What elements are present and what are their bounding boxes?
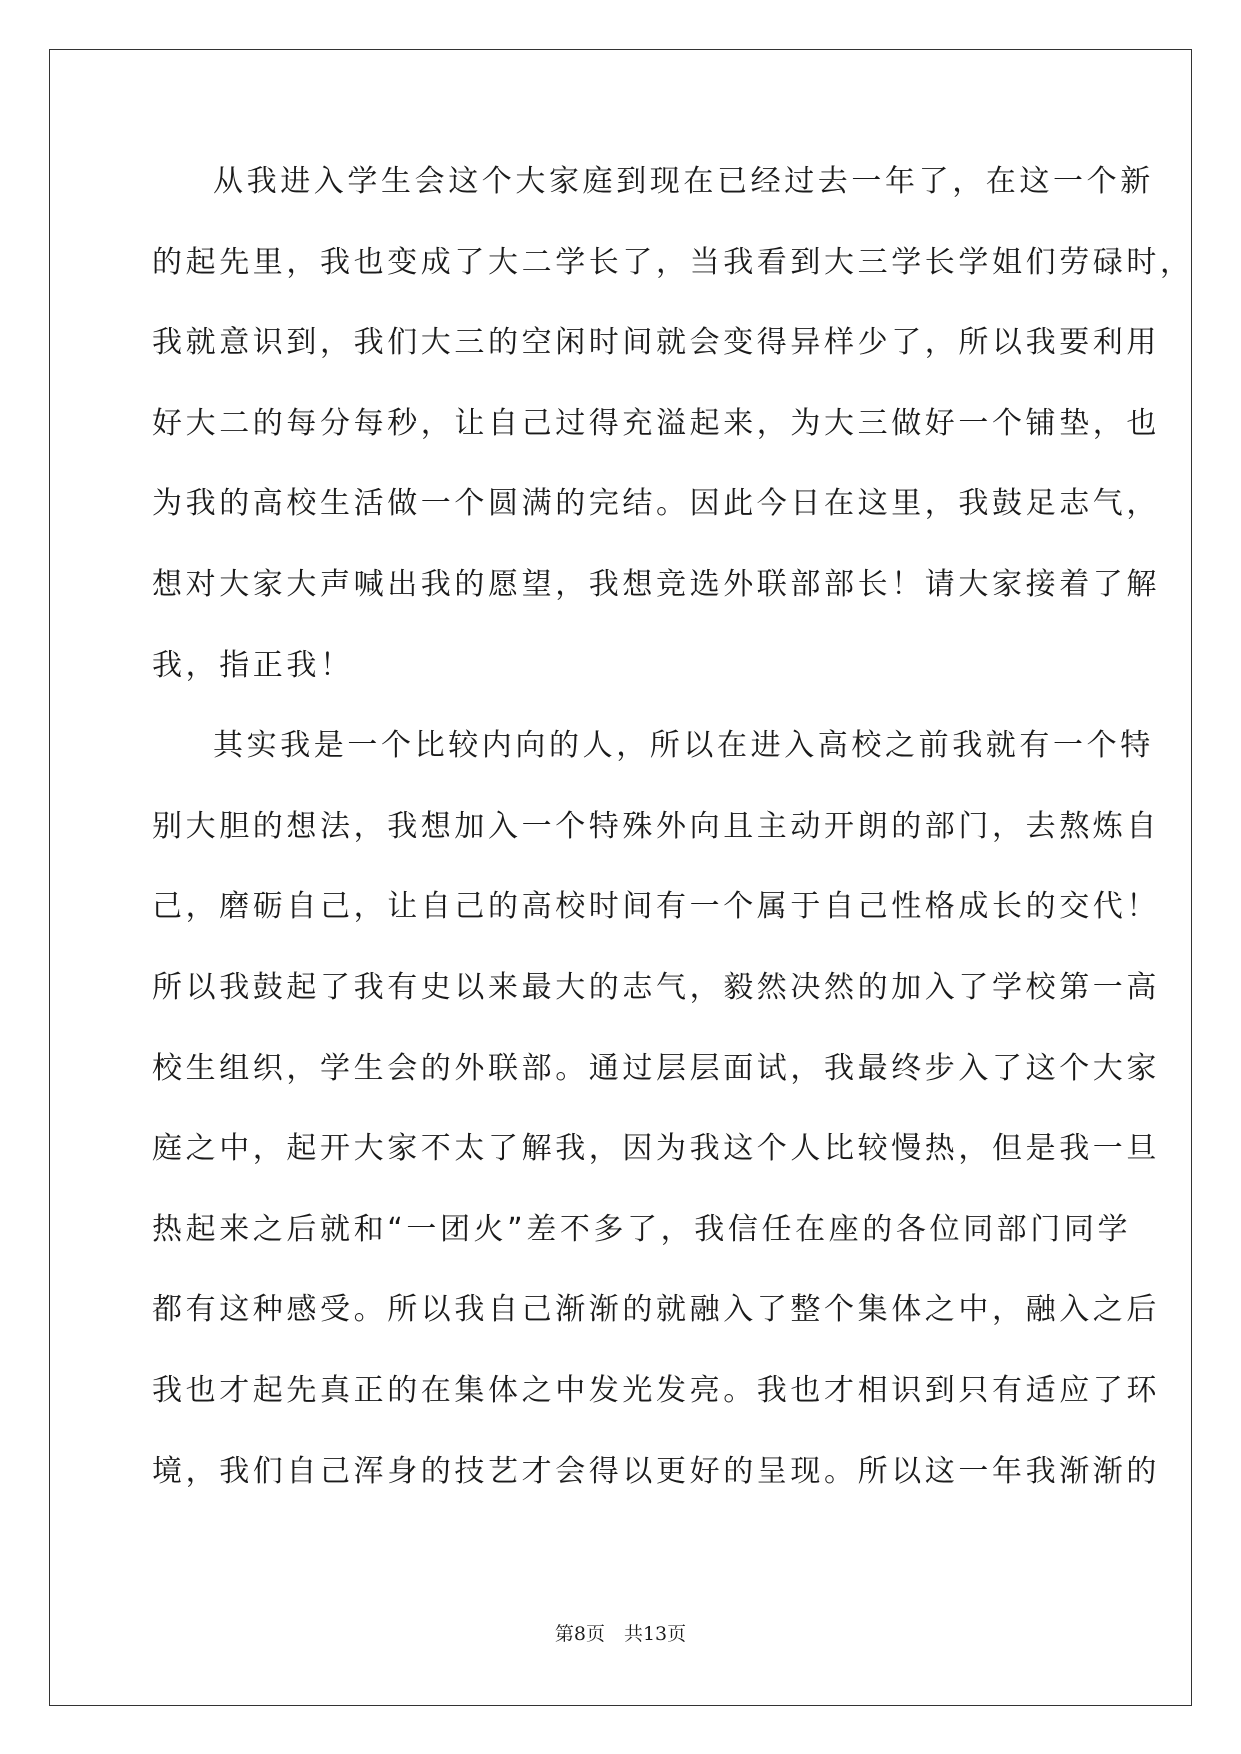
text-line: 想对大家大声喊出我的愿望，我想竞选外联部部长！请大家接着了解 [152,566,1160,602]
text-line: 所以我鼓起了我有史以来最大的志气，毅然决然的加入了学校第一高 [152,969,1160,1005]
text-line: 为我的高校生活做一个圆满的完结。因此今日在这里，我鼓足志气， [152,486,1160,522]
text-line: 境，我们自己浑身的技艺才会得以更好的呈现。所以这一年我渐渐的 [152,1453,1160,1489]
text-line: 我就意识到，我们大三的空闲时间就会变得异样少了，所以我要利用 [152,325,1160,361]
text-line: 别大胆的想法，我想加入一个特殊外向且主动开朗的部门，去熬炼自 [152,808,1160,844]
text-line: 好大二的每分每秒，让自己过得充溢起来，为大三做好一个铺垫，也 [152,405,1160,441]
text-line: 校生组织，学生会的外联部。通过层层面试，我最终步入了这个大家 [152,1050,1160,1086]
text-line: 热起来之后就和“一团火”差不多了，我信任在座的各位同部门同学 [152,1211,1132,1247]
text-line: 的起先里，我也变成了大二学长了，当我看到大三学长学姐们劳碌时， [152,244,1194,280]
text-line: 我也才起先真正的在集体之中发光发亮。我也才相识到只有适应了环 [152,1372,1160,1408]
text-line: 我，指正我！ [152,647,354,683]
text-line: 庭之中，起开大家不太了解我，因为我这个人比较慢热，但是我一旦 [152,1131,1160,1167]
document-body [152,162,1194,1532]
page-footer: 第8页 共13页 [554,1623,687,1645]
text-line: 从我进入学生会这个大家庭到现在已经过去一年了，在这一个新 [213,164,1154,199]
text-line: 己，磨砺自己，让自己的高校时间有一个属于自己性格成长的交代！ [152,889,1160,925]
text-line: 其实我是一个比较内向的人，所以在进入高校之前我就有一个特 [213,728,1154,764]
text-line: 都有这种感受。所以我自己渐渐的就融入了整个集体之中，融入之后 [152,1292,1160,1328]
